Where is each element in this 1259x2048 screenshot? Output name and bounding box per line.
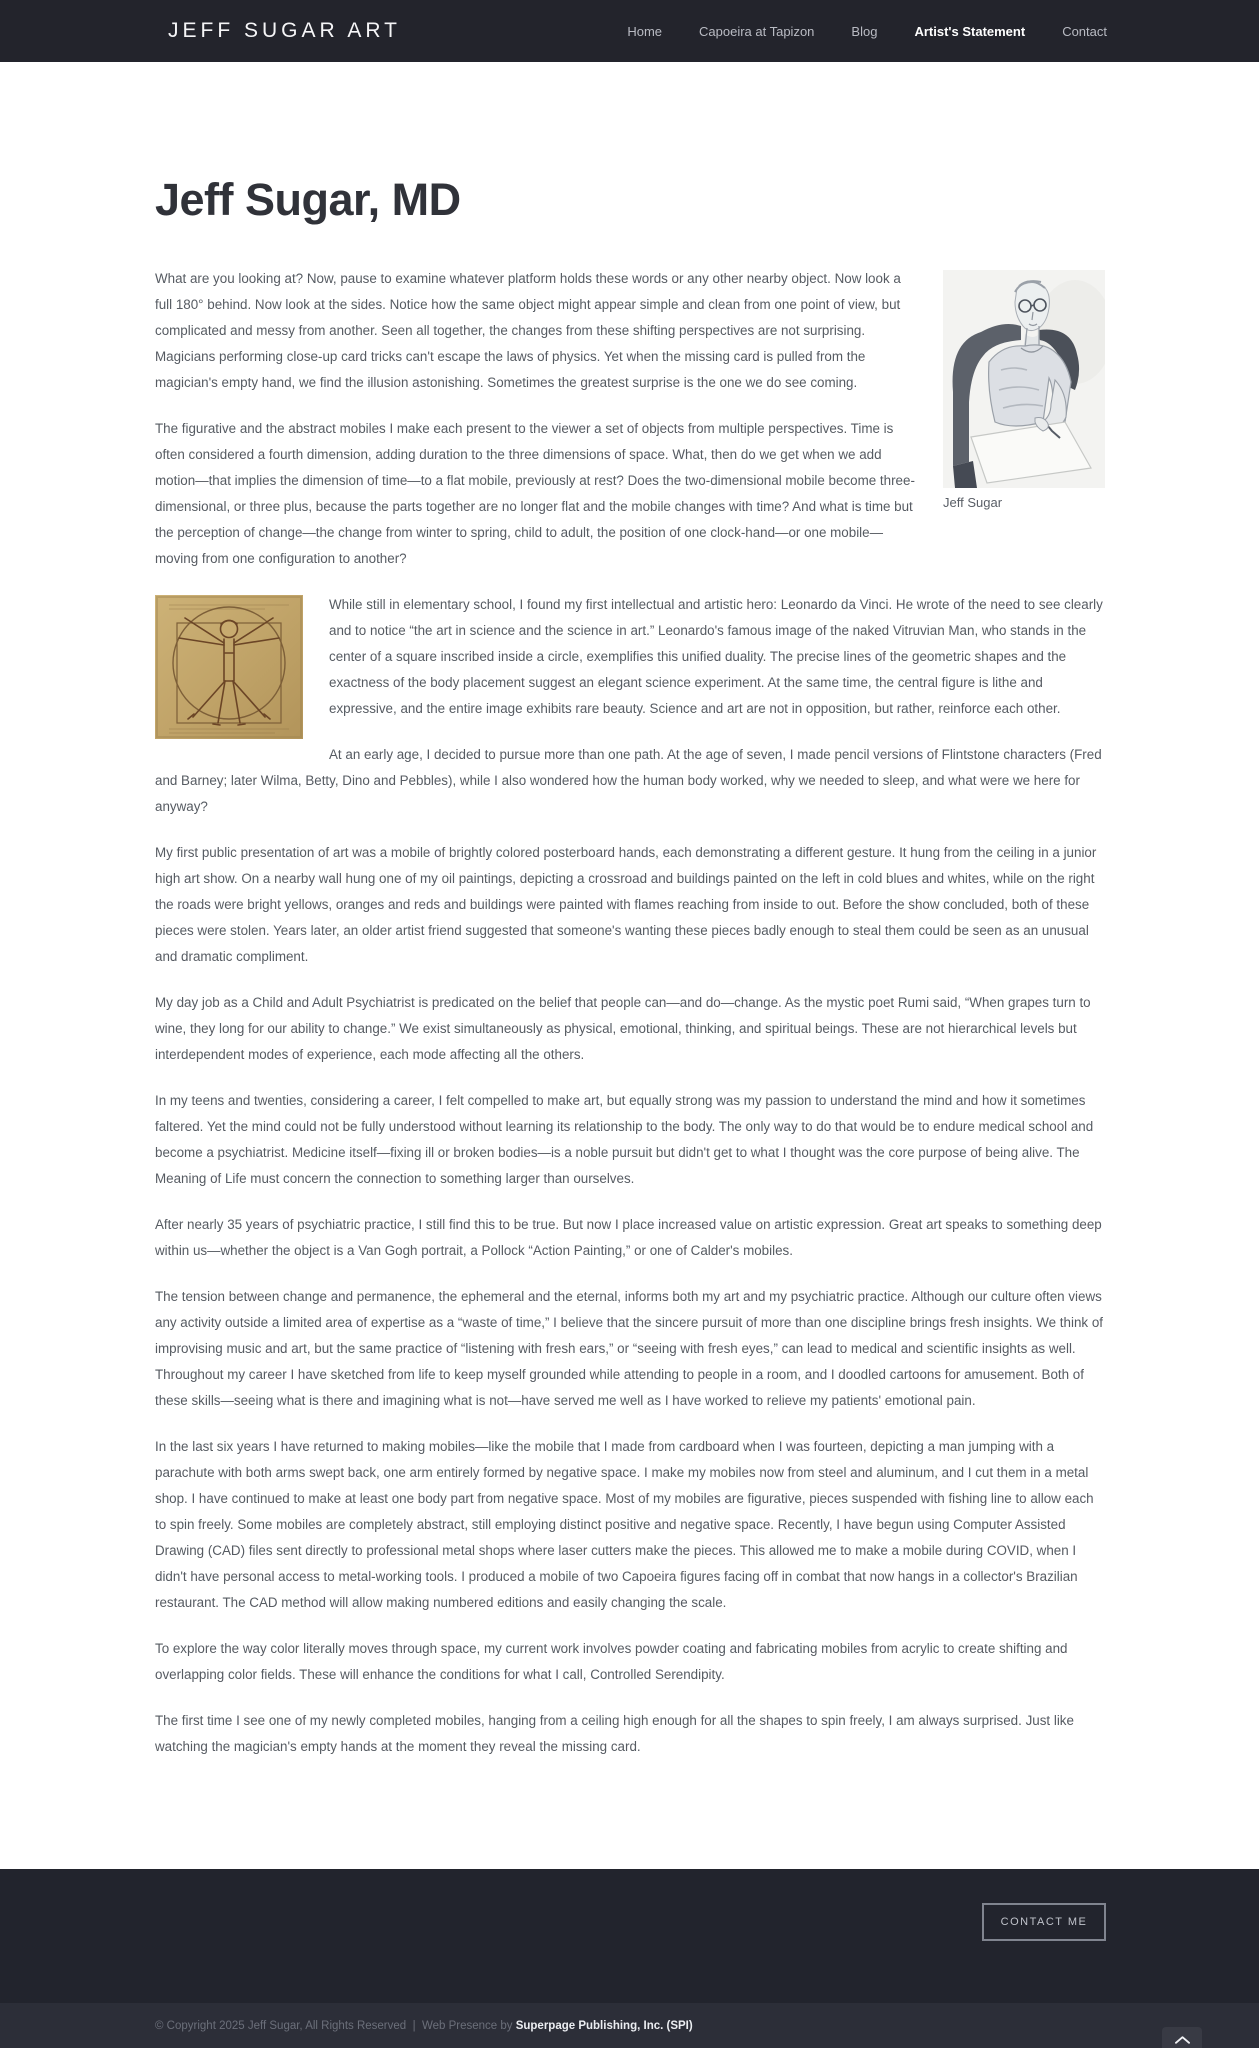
paragraph-9: The tension between change and permanence, the ephemeral and the eternal, informs both my art and my psychiatric practice. Although our culture often views any activity outside a limited area of expertise as a “waste of time,” I believe that the sincere pursuit of more than one discipline brings fresh insights. We think of improvising music and art, but the same practice of “listening with fresh ears,” or “seeing with fresh eyes,” can lead to medical and scientific insights as well. Throughout my career I have sketched from life to keep myself grounded while attending to people in a room, and I doodled cartoons for amusement. Both of these skills—seeing what is there and imagining what is not—have served me well as I have worked to relieve my patients' emotional pain.: [155, 1289, 1103, 1408]
chevron-up-icon: [1175, 2036, 1190, 2044]
copyright: [155, 2003, 693, 2048]
superpage-publishing-link[interactable]: Superpage Publishing, Inc. (SPI): [515, 2019, 693, 2032]
paragraph-5: My first public presentation of art was a mobile of brightly colored posterboard hands, each demonstrating a different gesture. It hung from the ceiling in a junior high art show. On a nearby wall hung one of my oil paintings, depicting a crossroad and buildings painted on the left in cold blues and whites, while on the right the roads were bright yellows, oranges and reds and buildings were painted with flames reaching from inside to out. Before the show concluded, both of these pieces were stolen. Years later, an older artist friend suggested that someone's wanting these pieces badly enough to steal them could be seen as an unusual and dramatic compliment.: [155, 845, 1097, 964]
page-title: Jeff Sugar, MD: [155, 174, 461, 225]
artist-statement-article: [0, 62, 1259, 1869]
paragraph-3: While still in elementary school, I found my first intellectual and artistic hero: Leonardo da Vinci. He wrote of the need to see clearly and to notice “the art in science and the science in art.” Leonardo's famous image of the naked Vitruvian Man, who stands in the center of a square inscribed inside a circle, exemplifies this unified duality. The precise lines of the geometric shapes and the exactness of the body placement suggest an elegant science experiment. At the same time, the central figure is lithe and expressive, and the entire image exhibits rare beauty. Science and art are not in opposition, but rather, reinforce each other.: [329, 597, 1103, 716]
nav-home[interactable]: Home: [627, 23, 663, 39]
paragraph-7: In my teens and twenties, considering a career, I felt compelled to make art, but equally strong was my passion to understand the mind and how it sometimes faltered. Yet the mind could not be fully understood without learning its relationship to the body. The only way to do that would be to endure medical school and become a psychiatrist. Medicine itself—fixing ill or broken bodies—is a noble pursuit but didn't get to what I thought was the core purpose of being alive. The Meaning of Life must concern the connection to something larger than ourselves.: [155, 1093, 1094, 1186]
paragraph-8: After nearly 35 years of psychiatric practice, I still find this to be true. But now I place increased value on artistic expression. Great art speaks to something deep within us—whether the object is a Van Gogh portrait, a Pollock “Action Painting,” or one of Calder's mobiles.: [155, 1217, 1102, 1258]
footer-copyright-bar: [0, 2003, 1259, 2048]
paragraph-4: At an early age, I decided to pursue more than one path. At the age of seven, I made pencil versions of Flintstone characters (Fred and Barney; later Wilma, Betty, Dino and Pebbles), while I also wondered how the human body worked, why we needed to sleep, and what were we here for anyway?: [155, 747, 1102, 814]
portrait-sketch-drawing: [943, 270, 1105, 488]
copyright-text: © Copyright 2025 Jeff Sugar, All Rights Reserved | Web Presence by: [155, 2019, 516, 2032]
nav-capoeira-at-tapizon[interactable]: Capoeira at Tapizon: [699, 23, 815, 39]
vitruvian-man-image: [155, 595, 303, 739]
paragraph-6: My day job as a Child and Adult Psychiatrist is predicated on the belief that people can—and do—change. As the mystic poet Rumi said, “When grapes turn to wine, they long for our ability to change.” We exist simultaneously as physical, emotional, thinking, and spiritual beings. These are not hierarchical levels but interdependent modes of experience, each mode affecting all the others.: [155, 995, 1091, 1062]
paragraph-12: The first time I see one of my newly completed mobiles, hanging from a ceiling high enough for all the shapes to spin freely, I am always surprised. Just like watching the magician's empty hands at the moment they reveal the missing card.: [155, 1713, 1074, 1754]
paragraph-11: To explore the way color literally moves through space, my current work involves powder coating and fabricating mobiles from acrylic to create shifting and overlapping color fields. These will enhance the conditions for what I call, Controlled Serendipity.: [155, 1641, 1068, 1682]
paragraph-10: In the last six years I have returned to making mobiles—like the mobile that I made from cardboard when I was fourteen, depicting a man jumping with a parachute with both arms swept back, one arm entirely formed by negative space. I make my mobiles now from steel and aluminum, and I cut them in a metal shop. I have continued to make at least one body part from negative space. Most of my mobiles are figurative, pieces suspended with fishing line to allow each to spin freely. Some mobiles are completely abstract, still employing distinct positive and negative space. Recently, I have begun using Computer Assisted Drawing (CAD) files sent directly to professional metal shops where laser cutters make the pieces. This allowed me to make a mobile during COVID, when I didn't have personal access to metal-working tools. I produced a mobile of two Capoeira figures facing off in combat that now hangs in a collector's Brazilian restaurant. The CAD method will allow making numbered editions and easily changing the scale.: [155, 1439, 1094, 1610]
paragraph-1: What are you looking at? Now, pause to examine whatever platform holds these words or any other nearby object. Now look a full 180° behind. Now look at the sides. Notice how the same object might appear simple and clean from one point of view, but complicated and messy from another. Seen all together, the changes from these shifting perspectives are not surprising. Magicians performing close-up card tricks can't escape the laws of physics. Yet when the missing card is pulled from the magician's empty hand, we find the illusion astonishing. Sometimes the greatest surprise is the one we do see coming.: [155, 271, 901, 390]
site-header: [0, 0, 1259, 62]
nav-contact[interactable]: Contact: [1062, 23, 1107, 39]
jeff-sugar-portrait-image: [943, 270, 1105, 510]
portrait-caption: Jeff Sugar: [943, 495, 1003, 510]
nav-artists-statement[interactable]: Artist's Statement: [914, 23, 1026, 39]
contact-me-button[interactable]: CONTACT ME: [982, 1903, 1106, 1941]
footer: [0, 1869, 1259, 2003]
main-nav: [590, 24, 1107, 39]
scroll-to-top-button[interactable]: [1162, 2027, 1202, 2048]
paragraph-2: The figurative and the abstract mobiles I make each present to the viewer a set of objects from multiple perspectives. Time is often considered a fourth dimension, adding duration to the three dimensions of space. What, then do we get when we add motion—that implies the dimension of time—to a flat mobile, previously at rest? Does the two-dimensional mobile become three-dimensional, or three plus, because the parts together are no longer flat and the mobile changes with time? And what is time but the perception of change—the change from winter to spring, child to adult, the position of one clock-hand—or one mobile—moving from one configuration to another?: [155, 421, 915, 566]
site-logo[interactable]: JEFF SUGAR ART: [168, 19, 401, 42]
vitruvian-man-drawing: [155, 595, 303, 739]
nav-blog[interactable]: Blog: [851, 23, 878, 39]
